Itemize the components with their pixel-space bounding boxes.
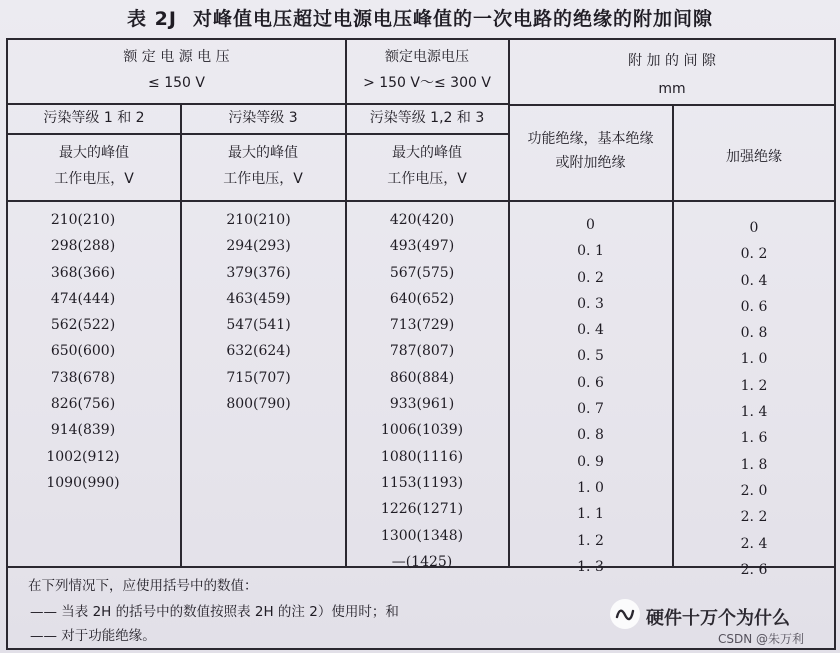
table-cell: 0. 4: [577, 322, 604, 339]
table-cell: 294(293): [226, 238, 291, 255]
header-rated-voltage-150-300: [346, 46, 508, 94]
header-peak-voltage-col3: [346, 142, 508, 190]
table-cell: 1. 3: [577, 558, 604, 575]
table-cell: 1002(912): [46, 448, 120, 465]
table-cell: 298(288): [50, 238, 116, 255]
header-rated-voltage-le150: [8, 46, 345, 94]
table-cell: 640(652): [389, 290, 455, 307]
table-cell: 210(210): [226, 212, 291, 228]
rule-pollution-row: [8, 133, 508, 135]
header-pollution-3: 污染等级 3: [228, 110, 298, 126]
table-cell: 379(376): [226, 264, 291, 281]
table-cell: 826(756): [50, 396, 116, 413]
table-cell: 1. 4: [740, 404, 768, 421]
header-reinforced-insulation: 加强绝缘: [726, 149, 782, 165]
table-cell: 463(459): [226, 290, 291, 307]
header-group2-line2: > 150 V～≤ 300 V: [363, 75, 491, 91]
table-cell: 368(366): [50, 264, 116, 281]
header-group1-line2: ≤ 150 V: [148, 75, 205, 91]
header-pollution-1-2: 污染等级 1 和 2: [43, 110, 145, 126]
table-cell: 493(497): [389, 238, 455, 255]
header-additional-clearance: [509, 50, 835, 100]
table-cell: 1006(1039): [380, 422, 464, 439]
note-line-3: —— 对于功能绝缘。: [30, 628, 156, 644]
table-cell: 933(961): [389, 396, 455, 413]
table-cell: 0: [749, 220, 759, 236]
table-cell: 1226(1271): [380, 501, 464, 518]
table-cell: 1300(1348): [380, 527, 464, 544]
table-cell: 0. 4: [740, 272, 768, 289]
column-pollution-3-values: [181, 207, 336, 417]
header-group2-line1: 额定电源电压: [385, 49, 469, 65]
table-cell: 2. 0: [740, 482, 768, 499]
table-cell: 2. 2: [740, 509, 768, 526]
note-line-1: 在下列情况下，应使用括号中的数值：: [28, 578, 258, 594]
table-cell: 1. 0: [740, 351, 768, 368]
table-title: [0, 4, 840, 31]
table-cell: 1. 6: [740, 430, 768, 447]
table-cell: 0. 8: [740, 325, 768, 342]
table-cell: 2. 4: [740, 535, 768, 552]
peak-line1: 最大的峰值: [392, 145, 462, 161]
functional-line1: 功能绝缘，基本绝缘: [527, 131, 654, 147]
table-number: 表 2J: [127, 8, 177, 30]
peak-line1: 最大的峰值: [228, 145, 298, 161]
table-cell: 0. 6: [740, 298, 768, 315]
functional-line2: 或附加绝缘: [555, 155, 626, 171]
table-cell: 800(790): [226, 396, 291, 413]
table-cell: 2. 6: [740, 561, 768, 578]
header-functional-insulation: [509, 128, 672, 174]
table-cell: 914(839): [50, 422, 116, 439]
table-cell: 0. 6: [577, 374, 604, 391]
table-cell: 1090(990): [46, 474, 120, 491]
rule-header-bottom: [8, 200, 835, 202]
table-cell: 1. 1: [577, 506, 604, 523]
peak-line2: 工作电压，V: [387, 171, 467, 187]
watermark-channel-name: 硬件十万个为什么: [646, 608, 790, 629]
table-cell: 1. 2: [740, 377, 768, 394]
header-group3-line1: 附 加 的 间 隙: [628, 53, 716, 69]
header-peak-voltage-col1: [8, 142, 180, 190]
peak-line2: 工作电压，V: [54, 171, 134, 187]
table-cell: 713(729): [389, 317, 455, 334]
header-group3-line2: mm: [658, 81, 686, 97]
table-cell: 715(707): [226, 369, 291, 386]
wechat-channel-icon: [608, 597, 642, 631]
table-cell: 632(624): [226, 343, 291, 360]
column-pollution-1-2-3-values: [346, 207, 498, 575]
table-cell: 1. 2: [577, 532, 604, 549]
table-cell: 1153(1193): [380, 474, 464, 491]
table-cell: 860(884): [389, 369, 455, 386]
table-cell: 210(210): [50, 212, 116, 228]
table-cell: 0. 1: [577, 243, 604, 260]
table-cell: 0. 5: [577, 348, 604, 365]
peak-line2: 工作电压，V: [223, 171, 303, 187]
table-cell: 547(541): [226, 317, 291, 334]
table-cell: 738(678): [50, 369, 116, 386]
table-cell: 0. 9: [577, 453, 604, 470]
table-cell: 0. 2: [577, 269, 604, 286]
table-cell: —(1425): [391, 553, 453, 570]
table-cell: 562(522): [50, 317, 116, 334]
note-line-2: —— 当表 2H 的括号中的数值按照表 2H 的注 2）使用时；和: [30, 604, 399, 620]
table-cell: 0: [586, 217, 595, 233]
table-cell: 567(575): [389, 264, 455, 281]
table-cell: 0. 8: [577, 427, 604, 444]
table-cell: 1. 0: [577, 479, 604, 496]
peak-line1: 最大的峰值: [59, 145, 129, 161]
table-cell: 787(807): [389, 343, 455, 360]
table-title-text: 对峰值电压超过电源电压峰值的一次电路的绝缘的附加间隙: [192, 8, 713, 30]
watermark-credit: CSDN @朱万利: [718, 632, 805, 646]
rule-header-top-groups: [8, 103, 508, 105]
table-cell: 420(420): [389, 212, 455, 228]
column-reinforced-clearance-values: [673, 215, 835, 583]
table-cell: 0. 2: [740, 246, 768, 263]
table-cell: 1080(1116): [380, 448, 464, 465]
header-peak-voltage-col2: [181, 142, 345, 190]
column-pollution-1-2-values: [8, 207, 158, 496]
table-cell: 0. 3: [577, 295, 604, 312]
header-pollution-1-2-3: 污染等级 1,2 和 3: [369, 110, 485, 126]
table-cell: 650(600): [50, 343, 116, 360]
table-cell: 0. 7: [577, 401, 604, 418]
column-functional-clearance-values: [509, 212, 672, 580]
table-cell: 474(444): [50, 290, 116, 307]
table-cell: 1. 8: [740, 456, 768, 473]
header-group1-line1: 额 定 电 源 电 压: [123, 49, 230, 65]
